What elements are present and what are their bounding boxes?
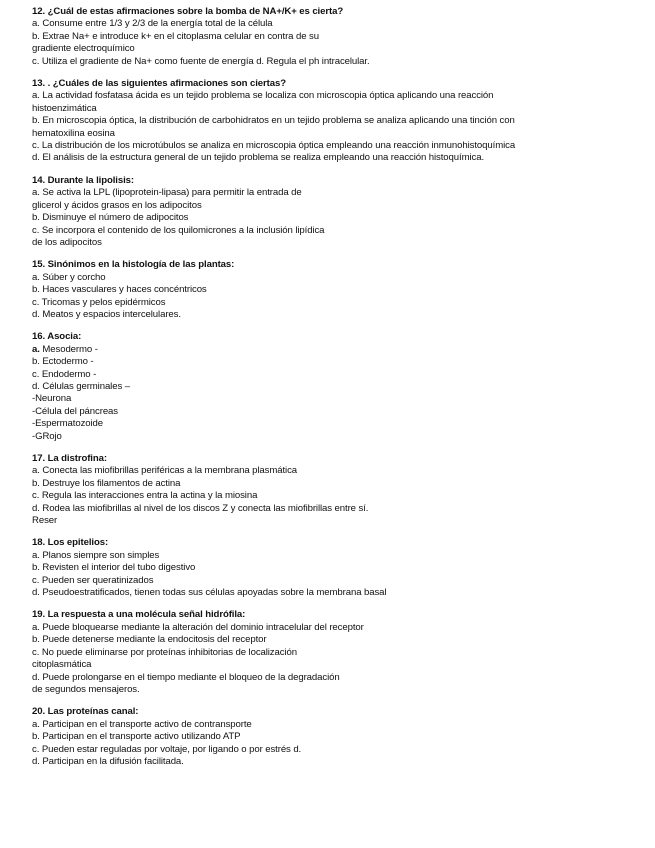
question-line: a. Participan en el transporte activo de contransporte [32, 718, 252, 730]
question-line: b. Participan en el transporte activo utilizando ATP [32, 731, 241, 743]
question-line: -Célula del páncreas [32, 405, 118, 417]
question-line: d. Rodea las miofibrillas al nivel de los discos Z y conecta las miofibrillas entre sí. [32, 502, 369, 514]
question-line: a. Consume entre 1/3 y 2/3 de la energía total de la célula [32, 18, 273, 30]
question-line: hematoxilina eosina [32, 127, 115, 139]
question-20 [32, 706, 655, 768]
question-line: b. Extrae Na+ e introduce k+ en el citoplasma celular en contra de su [32, 30, 319, 42]
question-line: c. Regula las interacciones entra la actina y la miosina [32, 490, 258, 502]
question-line: b. Disminuye el número de adipocitos [32, 212, 189, 224]
question-line: c. Se incorpora el contenido de los quilomicrones a la inclusión lipídica [32, 224, 325, 236]
question-line: histoenzimática [32, 102, 97, 114]
question-title: 19. La respuesta a una molécula señal hidrófila: [32, 609, 246, 621]
question-line: -Neurona [32, 393, 72, 405]
question-line: a. Planos siempre son simples [32, 549, 160, 561]
question-line: b. Puede detenerse mediante la endocitosis del receptor [32, 634, 267, 646]
question-line: a. Se activa la LPL (lipoprotein-lipasa) para permitir la entrada de [32, 187, 302, 199]
question-line: gradiente electroquímico [32, 43, 135, 55]
question-line: c. La distribución de los microtúbulos se analiza en microscopia óptica empleando una reacción inmunohistoquímica [32, 140, 516, 152]
question-line: c. Pueden ser queratinizados [32, 574, 154, 586]
question-line: d. Células germinales – [32, 380, 130, 392]
question-line: d. Meatos y espacios intercelulares. [32, 308, 181, 320]
question-title: 17. La distrofina: [32, 453, 107, 464]
question-19 [32, 609, 655, 696]
question-title: 15. Sinónimos en la histología de las plantas: [32, 259, 235, 271]
option-text: Mesodermo - [39, 343, 98, 355]
question-line: c. Endodermo - [32, 368, 97, 380]
question-line: de los adipocitos [32, 236, 102, 248]
question-line: d. Pseudoestratificados, tienen todas sus células apoyadas sobre la membrana basal [32, 587, 387, 599]
question-line: Reser [32, 515, 58, 527]
question-title: 18. Los epitelios: [32, 537, 109, 549]
question-15 [32, 259, 655, 321]
question-line: a. Puede bloquearse mediante la alteración del dominio intracelular del receptor [32, 621, 364, 633]
question-title: 14. Durante la lipolisis: [32, 174, 134, 186]
question-line: c. No puede eliminarse por proteínas inhibitorias de localización [32, 646, 297, 658]
question-16 [32, 331, 655, 443]
question-line: a. Súber y corcho [32, 271, 106, 283]
question-12 [32, 6, 655, 68]
question-line: -GRojo [32, 430, 62, 442]
question-line: c. Pueden estar reguladas por voltaje, por ligando o por estrés d. [32, 743, 302, 755]
question-title: 12. ¿Cuál de estas afirmaciones sobre la bomba de NA+/K+ es cierta? [32, 6, 344, 17]
question-line: b. Ectodermo - [32, 356, 94, 368]
question-line [32, 344, 655, 356]
question-title: 16. Asocia: [32, 331, 82, 343]
question-18 [32, 537, 655, 599]
question-line: d. El análisis de la estructura general de un tejido problema se realiza empleando una reacción histoquímica. [32, 152, 485, 164]
question-line: citoplasmática [32, 659, 92, 671]
question-line: c. Tricomas y pelos epidérmicos [32, 296, 166, 308]
question-line: a. La actividad fosfatasa ácida es un tejido problema se localiza con microscopia óptica aplicando una reacción [32, 90, 494, 102]
question-14 [32, 175, 655, 249]
question-title: 13. . ¿Cuáles de las siguientes afirmaciones son ciertas? [32, 78, 286, 90]
question-17 [32, 453, 655, 527]
question-13 [32, 78, 655, 165]
question-line: de segundos mensajeros. [32, 683, 140, 695]
question-line: b. Haces vasculares y haces concéntricos [32, 284, 207, 296]
question-title: 20. Las proteínas canal: [32, 706, 139, 718]
question-line: d. Puede prolongarse en el tiempo mediante el bloqueo de la degradación [32, 671, 340, 683]
question-line: b. En microscopia óptica, la distribución de carbohidratos en un tejido problema se analiza aplicando una tinción con [32, 115, 515, 127]
question-line: c. Utiliza el gradiente de Na+ como fuente de energía d. Regula el ph intracelular. [32, 55, 370, 67]
question-line: -Espermatozoide [32, 418, 104, 430]
question-line: a. Conecta las miofibrillas periféricas a la membrana plasmática [32, 465, 298, 477]
question-line: glicerol y ácidos grasos en los adipocitos [32, 199, 202, 211]
question-line: d. Participan en la difusión facilitada. [32, 755, 184, 767]
question-line: b. Revisten el interior del tubo digestivo [32, 562, 196, 574]
option-letter: a. [32, 343, 40, 355]
question-line: b. Destruye los filamentos de actina [32, 477, 181, 489]
